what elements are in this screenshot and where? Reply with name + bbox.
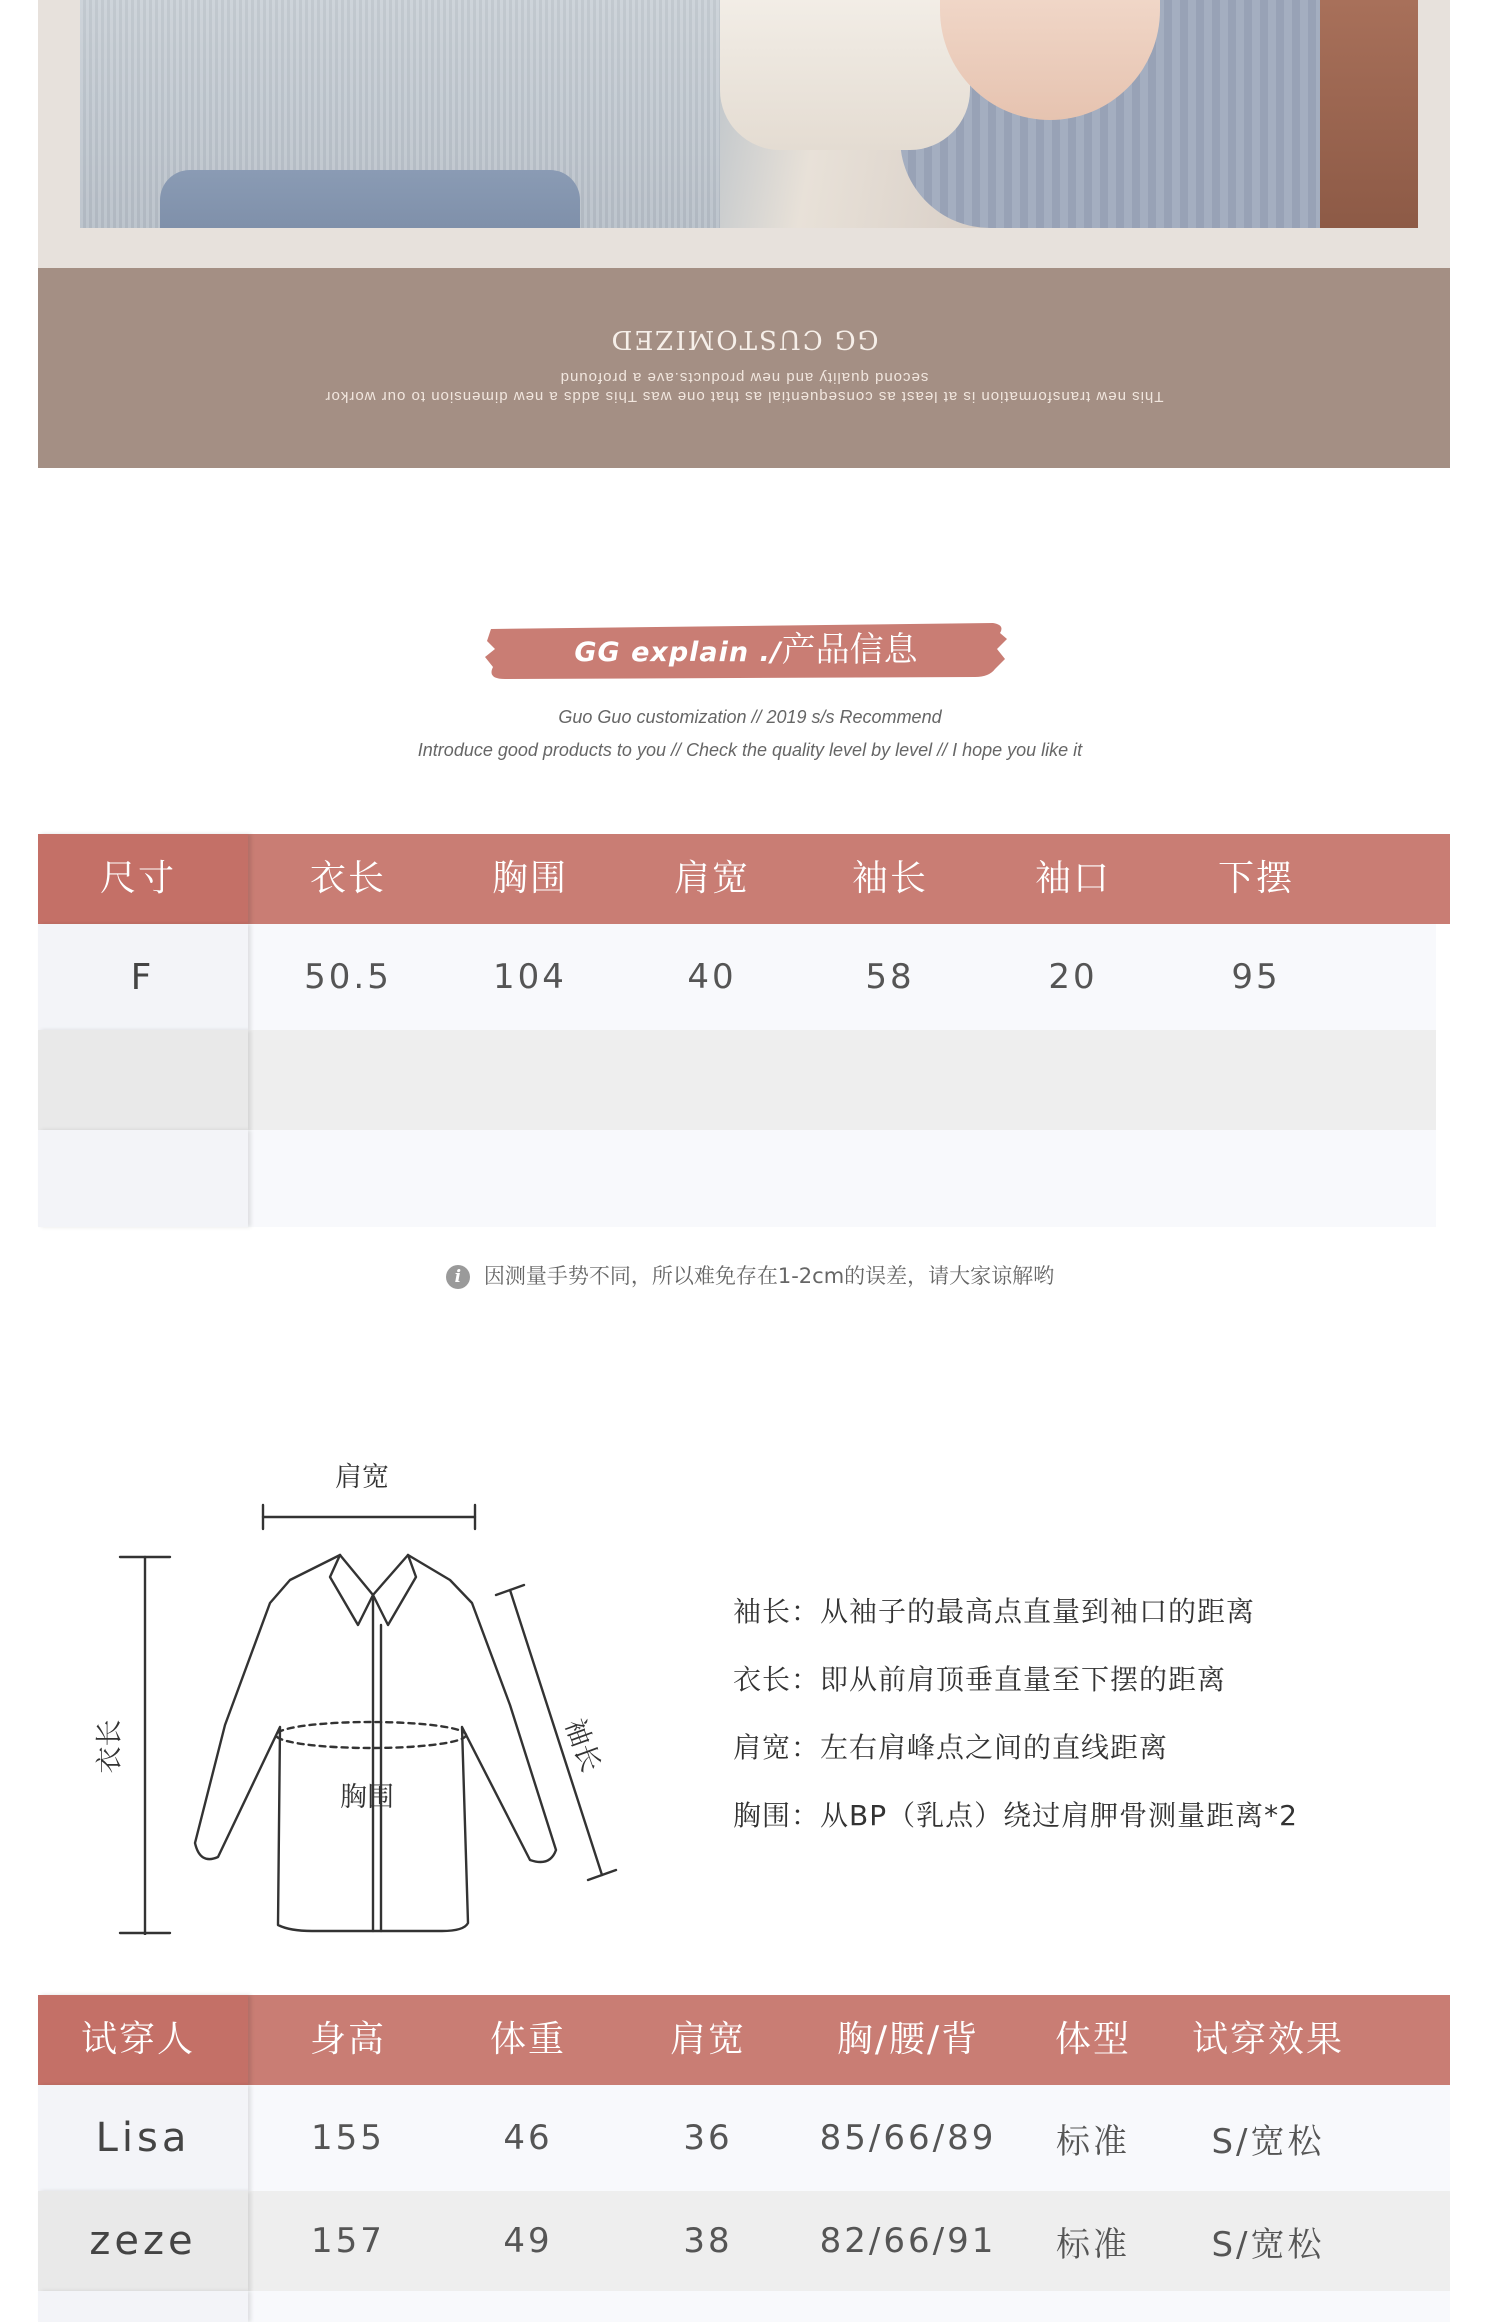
size-table [38, 834, 1450, 1227]
table-cell: 标准 [1056, 2121, 1130, 2162]
table-cell: S/宽松 [1211, 2224, 1325, 2265]
info-icon: i [446, 1265, 470, 1289]
table-row-partial [38, 2291, 1450, 2322]
definition-sleeve: 袖长：从袖子的最高点直量到袖口的距离 [733, 1595, 1256, 1628]
definition-shoulder: 肩宽：左右肩峰点之间的直线距离 [733, 1731, 1169, 1764]
table-cell: 58 [865, 957, 915, 997]
table-row [38, 2085, 1450, 2191]
table-cell: 标准 [1056, 2224, 1130, 2265]
table-cell: 36 [683, 2118, 733, 2158]
table-row [38, 2191, 1450, 2291]
table-cell: 104 [493, 957, 567, 997]
definition-length: 衣长：即从前肩顶垂直量至下摆的距离 [733, 1663, 1227, 1696]
table-cell: 38 [683, 2221, 733, 2261]
size-header-sleeve: 袖长 [851, 858, 928, 899]
size-table-header [38, 834, 1450, 924]
table-cell: F [130, 956, 156, 998]
fit-table-header [38, 1995, 1450, 2085]
table-cell: 50.5 [304, 957, 392, 997]
table-cell: S/宽松 [1211, 2121, 1325, 2162]
fit-header-shoulder: 肩宽 [669, 2019, 746, 2060]
size-header-length: 衣长 [309, 858, 386, 899]
brand-band-text [38, 368, 1450, 406]
shirt-outline-icon [90, 1455, 650, 1935]
table-row-empty [38, 1130, 1436, 1227]
measurement-note-text: 因测量手势不同，所以难免存在1-2cm的误差，请大家谅解哟 [483, 1264, 1055, 1288]
table-cell: 85/66/89 [819, 2118, 997, 2158]
fit-table [38, 1995, 1450, 2322]
table-row-empty [38, 1030, 1436, 1130]
tagline-line-2: Introduce good products to you // Check the quality level by level // I hope you like it [417, 740, 1083, 760]
size-header-cuff: 袖口 [1034, 858, 1111, 899]
size-header-chest: 胸围 [491, 858, 568, 899]
fit-header-tester: 试穿人 [80, 2019, 195, 2060]
size-header-shoulder: 肩宽 [673, 858, 750, 899]
diagram-label-length: 衣长 [94, 1719, 126, 1774]
brand-band-title: GG CUSTOMIZED [609, 324, 879, 354]
measurement-note [0, 1260, 1500, 1290]
brand-band [38, 268, 1450, 468]
size-header-hem: 下摆 [1217, 858, 1294, 899]
table-row [38, 924, 1436, 1030]
fit-header-height: 身高 [309, 2019, 386, 2060]
diagram-label-chest: 胸围 [340, 1782, 394, 1813]
table-cell: 20 [1048, 957, 1098, 997]
table-cell: 82/66/91 [819, 2221, 997, 2261]
fit-header-fit-result: 试穿效果 [1191, 2019, 1344, 2060]
measurement-diagram [90, 1455, 650, 1935]
table-cell: Lisa [95, 2115, 191, 2161]
fit-header-measurements: 胸/腰/背 [836, 2019, 980, 2060]
banner-chinese-text: 产品信息 [781, 630, 918, 670]
tagline-line-1: Guo Guo customization // 2019 s/s Recommend [558, 707, 942, 727]
table-cell: 46 [503, 2118, 553, 2158]
fit-header-weight: 体重 [489, 2019, 566, 2060]
section-banner [485, 619, 1007, 681]
table-cell: 155 [311, 2118, 385, 2158]
diagram-label-sleeve: 袖长 [558, 1714, 606, 1777]
table-cell: 95 [1231, 957, 1281, 997]
table-cell: zeze [89, 2218, 197, 2264]
fit-header-body-type: 体型 [1054, 2019, 1131, 2060]
brand-band-line-1: This new transformation is at least as consequential as that one was This adds a new dimension to our workor [324, 388, 1164, 405]
definition-chest: 胸围：从BP（乳点）绕过肩胛骨测量距离*2 [733, 1799, 1298, 1832]
brand-band-line-2: second quality and new products.ave a profound [559, 369, 929, 386]
table-cell: 40 [687, 957, 737, 997]
table-cell: 157 [311, 2221, 385, 2261]
size-header-size: 尺寸 [99, 858, 176, 899]
product-photo [80, 0, 1418, 228]
banner-latin-text: GG explain ./ [574, 637, 782, 668]
table-cell: 49 [503, 2221, 553, 2261]
diagram-label-shoulder: 肩宽 [335, 1462, 389, 1493]
